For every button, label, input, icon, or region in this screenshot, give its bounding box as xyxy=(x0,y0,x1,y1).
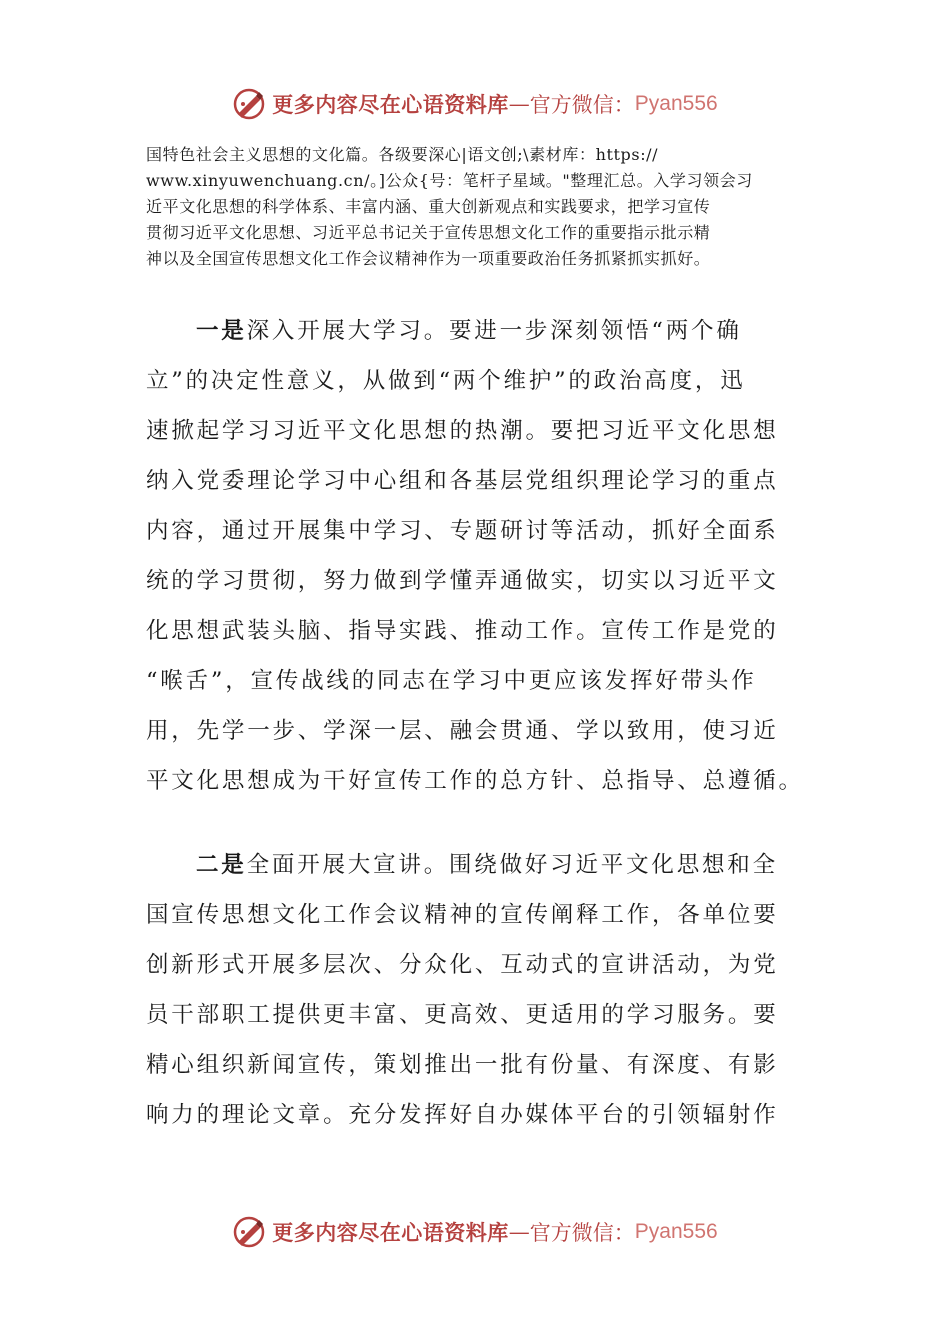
paragraph-first-line xyxy=(146,306,806,356)
banner-wechat-id: Pyan556 xyxy=(634,1220,718,1243)
banner-tag: 官方微信： xyxy=(529,93,635,117)
paragraph-line: 精心组织新闻宣传，策划推出一批有份量、有深度、有影 xyxy=(146,1052,779,1078)
paragraph-line: “喉舌”，宣传战线的同志在学习中更应该发挥好带头作 xyxy=(146,668,757,694)
intro-line: www.xinyuwenchuang.cn/。]公众{号：笔杆子星域。"整理汇总。入学习领会习 xyxy=(146,171,753,190)
paragraph-line-text: 全面开展大宣讲。围绕做好习近平文化思想和全 xyxy=(246,852,778,878)
banner-separator: — xyxy=(508,1220,530,1244)
paragraph-line: 内容，通过开展集中学习、专题研讨等活动，抓好全面系 xyxy=(146,518,779,544)
pen-circle-logo-icon xyxy=(232,1215,266,1249)
banner-separator: — xyxy=(508,92,530,116)
paragraph-line: 平文化思想成为干好宣传工作的总方针、总指导、总遵循。 xyxy=(146,768,804,794)
paragraph-line: 员干部职工提供更丰富、更高效、更适用的学习服务。要 xyxy=(146,1002,779,1028)
paragraph-line: 速掀起学习习近平文化思想的热潮。要把习近平文化思想 xyxy=(146,418,779,444)
paragraph-line: 用，先学一步、学深一层、融会贯通、学以致用，使习近 xyxy=(146,718,779,744)
paragraph-line: 响力的理论文章。充分发挥好自办媒体平台的引领辐射作 xyxy=(146,1102,779,1128)
intro-line: 国特色社会主义思想的文化篇。各级要深心|语文创;\素材库：https:// xyxy=(146,145,659,164)
paragraph-line: 统的学习贯彻，努力做到学懂弄通做实，切实以习近平文 xyxy=(146,568,779,594)
paragraph-line-text: 深入开展大学习。要进一步深刻领悟“两个确 xyxy=(246,318,742,344)
banner-title: 更多内容尽在心语资料库 xyxy=(272,92,509,117)
banner-wechat-id: Pyan556 xyxy=(634,92,718,115)
intro-line: 贯彻习近平文化思想、习近平总书记关于宣传思想文化工作的重要指示批示精 xyxy=(146,223,711,242)
section-lead: 二是 xyxy=(196,852,247,878)
paragraph-line: 纳入党委理论学习中心组和各基层党组织理论学习的重点 xyxy=(146,468,779,494)
paragraph-line: 立”的决定性意义，从做到“两个维护”的政治高度，迅 xyxy=(146,368,746,394)
intro-line: 神以及全国宣传思想文化工作会议精神作为一项重要政治任务抓紧抓实抓好。 xyxy=(146,249,711,268)
banner-title: 更多内容尽在心语资料库 xyxy=(272,1220,509,1245)
section-lead: 一是 xyxy=(196,318,247,344)
banner-tag: 官方微信： xyxy=(529,1221,635,1245)
paragraph-first-line xyxy=(146,840,806,890)
paragraph-line: 创新形式开展多层次、分众化、互动式的宣讲活动，为党 xyxy=(146,952,779,978)
header-banner xyxy=(0,84,950,124)
paragraph-line: 化思想武装头脑、指导实践、推动工作。宣传工作是党的 xyxy=(146,618,779,644)
paragraph-line: 国宣传思想文化工作会议精神的宣传阐释工作，各单位要 xyxy=(146,902,779,928)
footer-banner xyxy=(0,1212,950,1252)
intro-line: 近平文化思想的科学体系、丰富内涵、重大创新观点和实践要求，把学习宣传 xyxy=(146,197,711,216)
section-two-paragraph xyxy=(146,840,806,1140)
intro-paragraph xyxy=(146,142,806,272)
pen-circle-logo-icon xyxy=(232,87,266,121)
section-one-paragraph xyxy=(146,306,806,806)
